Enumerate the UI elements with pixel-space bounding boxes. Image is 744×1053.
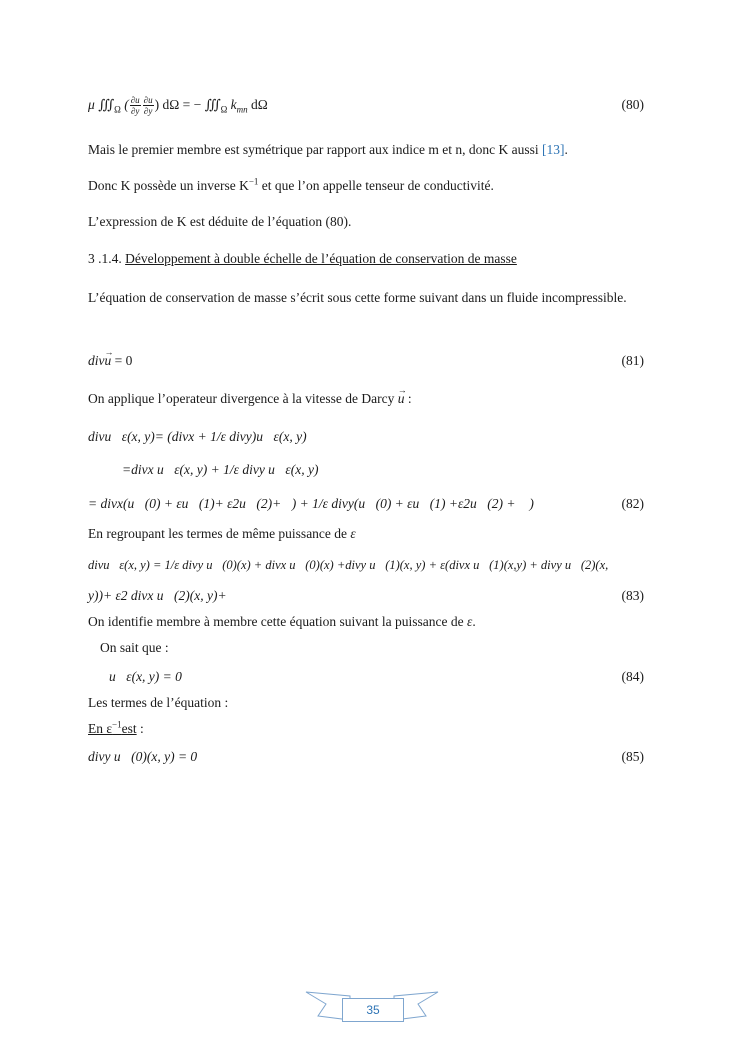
section-heading: 3 .1.4. Développement à double échelle de l’équation de conservation de masse [88,251,517,266]
equation-number-82: (82) [621,496,644,511]
paragraph-identify: On identifie membre à membre cette équation suivant la puissance de ε. [88,614,476,629]
equation-83-line2: y))+ ε2 divx u⃗(2)(x, y)+⋯ [88,588,238,603]
paragraph-expression: L’expression de K est déduite de l’équation (80). [88,214,352,229]
page-footer [0,990,744,1030]
paragraph-darcy: On applique l’operateur divergence à la vitesse de Darcy → u : [88,389,656,409]
paragraph-termes: Les termes de l’équation : [88,695,229,710]
paragraph-symmetry: Mais le premier membre est symétrique par rapport aux indice m et n, donc K aussi [13]. [88,142,568,157]
equation-number-85: (85) [621,749,644,764]
paragraph-on-sait: On sait que : [100,640,169,655]
equation-82-line3: = divx(u⃗(0) + εu⃗(1)+ ε2u⃗(2)+⋯) + 1/ε divy(u⃗(0) + εu⃗(1) +ε2u⃗(2) + ⋯) [88,496,534,511]
paragraph-regroup: En regroupant les termes de même puissance de ε [88,526,356,541]
equation-82-line2: =divx u⃗ε(x, y) + 1/ε divy u⃗ε(x, y) [122,462,319,477]
equation-number-80: (80) [621,97,644,112]
equation-84: ∇⃗u⃗ε(x, y) = 0 [88,669,182,684]
equation-number-81: (81) [621,353,644,368]
citation-link[interactable]: [13] [542,142,565,157]
equation-83-line1: divu⃗ε(x, y) = 1/ε divy u⃗(0)(x) + divx u⃗(0)(x) +divy u⃗(1)(x, y) + ε(divx u⃗(1)(x,y) + divy u⃗(2)(x, [88,558,609,572]
page-number: 35 [342,998,404,1022]
paragraph-en-epsilon: En $\varepsilon^{-1}est$ : [88,719,144,736]
equation-number-83: (83) [621,588,644,603]
section-title: Développement à double échelle de l’équation de conservation de masse [125,251,517,266]
equation-82-line1: divu⃗ε(x, y)= (divx + 1/ε divy)u⃗ε(x, y) [88,429,307,444]
paragraph-inverse: Donc K possède un inverse $K^{-1}$ et que l’on appelle tenseur de conductivité. [88,176,494,193]
equation-81: div→ u = 0 [88,351,656,371]
equation-85: divy u⃗(0)(x, y) = 0 [88,749,198,764]
paragraph-conservation: L’équation de conservation de masse s’écrit sous cette forme suivant dans un fluide incompressible. [88,290,627,305]
equation-number-84: (84) [621,669,644,684]
equation-80: μ $∭_\Omega$ ( $\frac{\partial u}{\partial y}$ $\frac{\partial u}{\partial y}$ ) dΩ = − $∭_\Omega$ $k_{mn}$ dΩ [88,95,268,117]
